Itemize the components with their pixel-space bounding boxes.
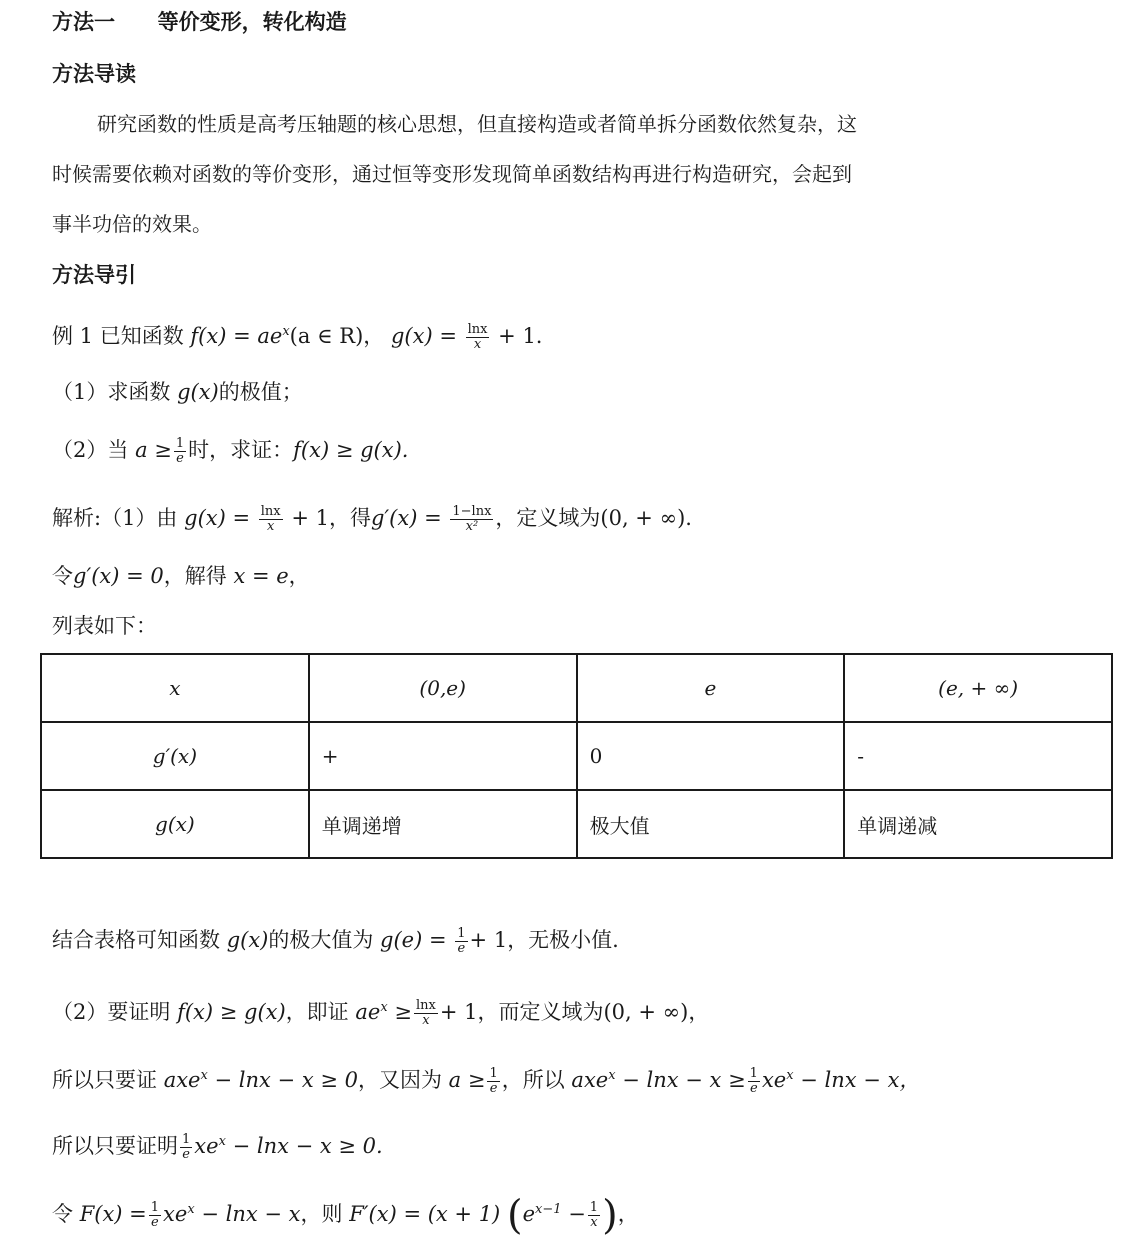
conclusion-3: 所以只要证 axe$^x$ − lnx − x ≥ 0，又因为 a ≥ $\frac{1}{e}$ ，所以 axe$^x$ − lnx − x ≥ $\frac{1}{e}$ $xe^x - \ln x - x$， bbox=[52, 1066, 921, 1096]
conclusion-2: （2）要证明 f(x) ≥ g(x)，即证 $ae^x$ ≥ $\frac{\ln x}{x}$ + 1，而定义域为(0, + ∞)， bbox=[52, 998, 710, 1028]
fraction: $\frac{1}{e}$ bbox=[150, 1200, 160, 1230]
table-cell: 0 bbox=[577, 722, 845, 790]
table-cell: x bbox=[41, 654, 309, 722]
fraction: $\frac{\ln x}{x}$ bbox=[260, 504, 281, 534]
conclusion-5: 令 F(x) = $\frac{1}{e}$ $xe^x - \ln x - x$，则 F′(x) = (x + 1) ($e^{x-1}$ − $\frac{1}{x}$ )， bbox=[52, 1192, 639, 1239]
table-cell: g′(x) bbox=[41, 722, 309, 790]
fraction: $\frac{\ln x}{x}$ bbox=[415, 998, 436, 1028]
fx-definition: f(x) = ae bbox=[190, 324, 283, 348]
question-1: （1）求函数 g(x)的极值； bbox=[52, 380, 303, 404]
fraction: $\frac{1}{e}$ bbox=[489, 1066, 498, 1096]
fraction: $\frac{1}{x}$ bbox=[589, 1200, 599, 1230]
solution-step-3: 列表如下： bbox=[52, 614, 157, 638]
guide-lead-heading: 方法导引 bbox=[52, 263, 136, 287]
fraction: $\frac{1}{e}$ bbox=[175, 436, 185, 466]
table-cell: + bbox=[309, 722, 577, 790]
table-row bbox=[41, 790, 1112, 858]
guide-read-heading: 方法导读 bbox=[52, 62, 136, 86]
table-cell: 单调递减 bbox=[844, 790, 1112, 858]
fraction: $\frac{\ln x}{x}$ bbox=[467, 322, 488, 352]
guide-read-para-3: 事半功倍的效果。 bbox=[52, 212, 212, 236]
method-label: 方法一 bbox=[52, 10, 115, 34]
guide-read-para-2: 时候需要依赖对函数的等价变形，通过恒等变形发现简单函数结构再进行构造研究，会起到 bbox=[52, 162, 852, 186]
method-title bbox=[52, 8, 347, 36]
conclusion-1: 结合表格可知函数 g(x)的极大值为 g(e) = $\frac{1}{e}$ + 1，无极小值. bbox=[52, 926, 619, 956]
variation-table bbox=[40, 653, 1113, 859]
solution-step-2: 令g′(x) = 0，解得 x = e， bbox=[52, 564, 310, 588]
question-2: （2）当 a ≥ $\frac{1}{e}$ 时，求证：f(x) ≥ g(x). bbox=[52, 436, 409, 466]
table-row bbox=[41, 722, 1112, 790]
fraction: $\frac{1}{e}$ bbox=[457, 926, 466, 956]
table-cell: (e, + ∞) bbox=[844, 654, 1112, 722]
table-cell: (0,e) bbox=[309, 654, 577, 722]
fraction: $\frac{1-\ln x}{\text{x²}}$ bbox=[452, 504, 492, 534]
solution-step-1: 解析:（1）由 g(x) = $\frac{\ln x}{x}$ + 1，得g′(x) = $\frac{1-\ln x}{\text{x²}}$ ，定义域为(0, + ∞). bbox=[52, 504, 692, 534]
table-cell: g(x) bbox=[41, 790, 309, 858]
example-statement: 例 1 已知函数 $f(x) = ae^x(a$ ∈ R)， g(x) = $\frac{\ln x}{x}$ + 1. bbox=[52, 322, 543, 352]
method-text: 等价变形，转化构造 bbox=[157, 10, 347, 34]
fraction: $\frac{1}{e}$ bbox=[182, 1132, 191, 1162]
fraction: $\frac{1}{e}$ bbox=[749, 1066, 758, 1096]
table-cell: - bbox=[844, 722, 1112, 790]
table-cell: 单调递增 bbox=[309, 790, 577, 858]
conclusion-4: 所以只要证明 $\frac{1}{e}$ $xe^x - \ln x - x \ge 0$. bbox=[52, 1132, 383, 1162]
table-cell: 极大值 bbox=[577, 790, 845, 858]
table-row bbox=[41, 654, 1112, 722]
table-cell: e bbox=[577, 654, 845, 722]
guide-read-para-1: 研究函数的性质是高考压轴题的核心思想，但直接构造或者简单拆分函数依然复杂，这 bbox=[97, 112, 857, 136]
